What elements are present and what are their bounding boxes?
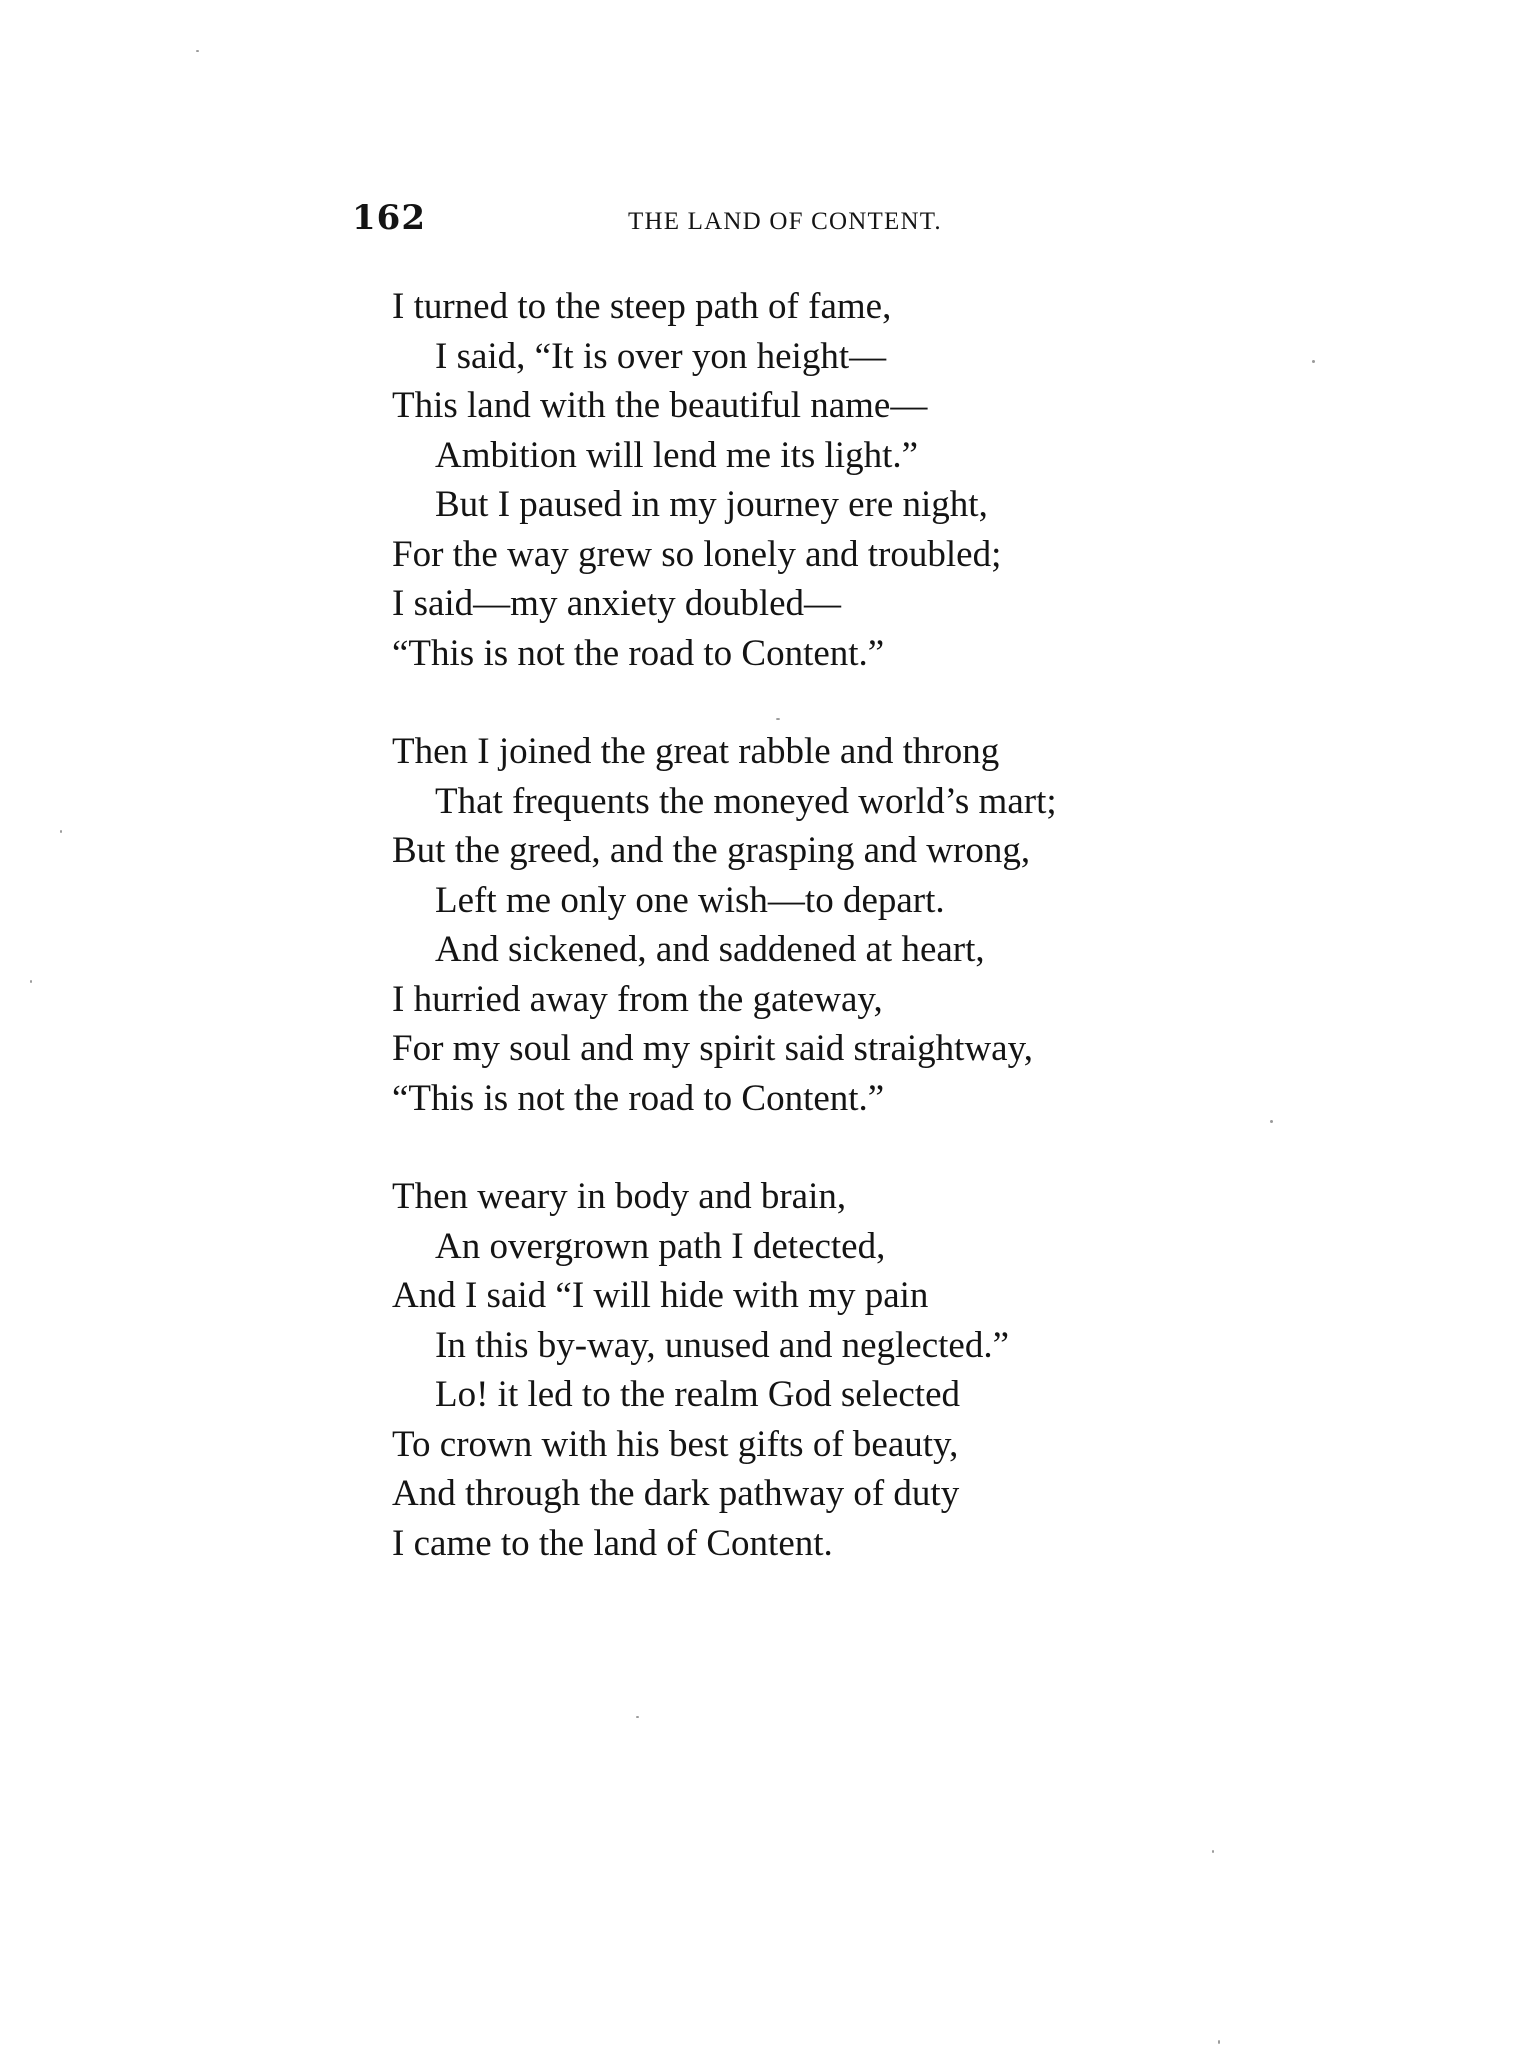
poem [392, 282, 1292, 1568]
poem-line: And I said “I will hide with my pain [392, 1275, 929, 1316]
poem-line: I said—my anxiety doubled— [392, 583, 842, 624]
poem-line: And sickened, and saddened at heart, [435, 929, 985, 970]
poem-line: But the greed, and the grasping and wrong, [392, 830, 1031, 871]
poem-line: Left me only one wish—to depart. [435, 879, 945, 921]
scan-speck [1212, 1850, 1214, 1853]
poem-line: Ambition will lend me its light.” [435, 434, 919, 476]
poem-line: To crown with his best gifts of beauty, [392, 1423, 959, 1465]
poem-line: “This is not the road to Content.” [392, 632, 885, 674]
poem-line: I hurried away from the gateway, [392, 978, 883, 1020]
poem-line: This land with the beautiful name— [392, 385, 928, 426]
stanza-1 [392, 282, 1292, 678]
scan-speck [636, 1716, 639, 1718]
poem-line: An overgrown path I detected, [435, 1225, 886, 1267]
poem-line: In this by-way, unused and neglected.” [435, 1324, 1010, 1366]
poem-line: For the way grew so lonely and troubled; [392, 533, 1002, 575]
scan-speck [1270, 1120, 1273, 1123]
poem-line: That frequents the moneyed world’s mart; [435, 780, 1057, 822]
poem-line: Then I joined the great rabble and throng [392, 731, 1000, 772]
scan-speck [1312, 360, 1315, 363]
poem-line: And through the dark pathway of duty [392, 1473, 960, 1514]
scan-speck [30, 980, 32, 983]
poem-line: But I paused in my journey ere night, [435, 484, 988, 525]
scan-speck [196, 50, 199, 52]
poem-line: Lo! it led to the realm God selected [435, 1374, 961, 1415]
poem-line: For my soul and my spirit said straightway, [392, 1028, 1033, 1069]
poem-line: I turned to the steep path of fame, [392, 286, 892, 327]
poem-line: Then weary in body and brain, [392, 1176, 847, 1217]
scan-speck [60, 830, 62, 833]
stanza-2 [392, 727, 1292, 1123]
poem-line: I came to the land of Content. [392, 1522, 833, 1564]
running-title: THE LAND OF CONTENT. [628, 208, 942, 235]
poem-line: “This is not the road to Content.” [392, 1077, 885, 1119]
scan-speck [1218, 2040, 1220, 2044]
page-number: 162 [352, 198, 426, 238]
scan-speck [776, 718, 780, 720]
page-header [352, 198, 1072, 258]
poem-line: I said, “It is over yon height— [435, 335, 887, 377]
stanza-3 [392, 1172, 1292, 1568]
